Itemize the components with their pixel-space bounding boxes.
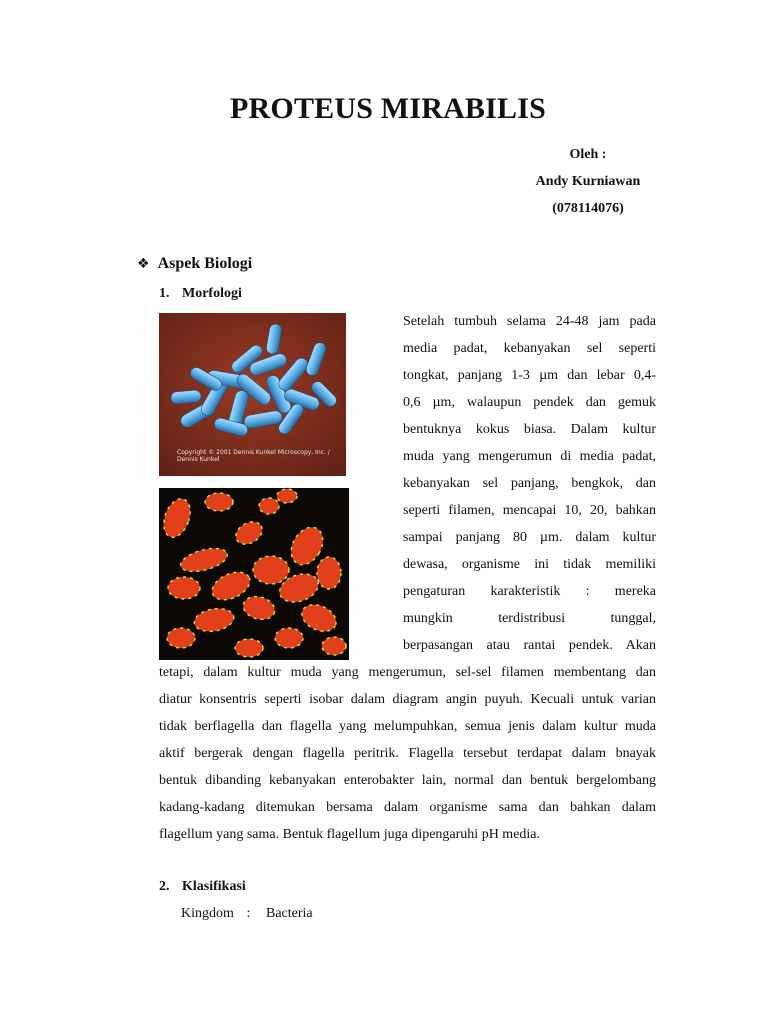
sem-bacteria-image: [159, 313, 346, 476]
text-line: bentuknya kokus biasa. Dalam kultur: [403, 422, 656, 437]
morfologi-side-text: [403, 308, 656, 659]
text-line: mungkin terdistribusi tunggal,: [403, 611, 656, 626]
classification-value: Bacteria: [266, 906, 313, 921]
author-id: (078114076): [552, 201, 624, 216]
classification-key: Kingdom: [181, 906, 234, 921]
text-line: flagellum yang sama. Bentuk flagellum juga dipengaruhi pH media.: [159, 827, 541, 842]
document-title: PROTEUS MIRABILIS: [230, 92, 546, 125]
diamond-bullet-icon: ❖: [137, 256, 150, 272]
text-line: dewasa, organisme ini tidak memiliki: [403, 557, 656, 572]
text-line: tongkat, panjang 1-3 µm dan lebar 0,4-: [403, 368, 656, 383]
subsection-title: Klasifikasi: [182, 879, 246, 894]
image-copyright: Copyright © 2001 Dennis Kunkel Microscopy, Inc. / Dennis Kunkel: [177, 449, 330, 463]
text-line: Setelah tumbuh selama 24-48 jam pada: [403, 314, 656, 329]
text-line: berpasangan atau rantai pendek. Akan: [403, 638, 656, 653]
text-line: kebanyakan sel panjang, bengkok, dan: [403, 476, 656, 491]
author-label: Oleh :: [569, 147, 607, 162]
subsection-number: 1.: [159, 286, 170, 301]
section-title: Aspek Biologi: [157, 255, 253, 272]
text-line: tidak berflagella dan flagella yang melumpuhkan, semua jenis dalam kultur muda: [159, 719, 656, 734]
fluorescence-cells-image: [159, 488, 349, 660]
fluorescence-illustration: [159, 488, 349, 660]
text-line: media padat, kebanyakan sel seperti: [403, 341, 656, 356]
text-line: pengaturan karakteristik : mereka: [403, 584, 656, 599]
text-line: tetapi, dalam kultur muda yang mengerumun, sel-sel filamen membentang dan: [159, 665, 656, 680]
classification-separator: :: [246, 906, 251, 921]
text-line: aktif bergerak dengan flagella peritrik. Flagella tersebut terdapat dalam bnayak: [159, 746, 656, 761]
author-name: Andy Kurniawan: [535, 174, 641, 189]
subsection-number: 2.: [159, 879, 170, 894]
text-line: 0,6 µm, walaupun pendek dan gemuk: [403, 395, 656, 410]
subsection-klasifikasi: [159, 879, 246, 895]
subsection-morfologi: [159, 286, 242, 302]
section-heading: [137, 255, 252, 273]
text-line: sampai panjang 80 µm. dalam kultur: [403, 530, 656, 545]
text-line: kadang-kadang ditemukan bersama dalam organisme sama dan bahkan dalam: [159, 800, 656, 815]
text-line: muda yang mengerumun di media padat,: [403, 449, 656, 464]
text-line: seperti filamen, mencapai 10, 20, bahkan: [403, 503, 656, 518]
morfologi-full-text: [159, 659, 656, 848]
subsection-title: Morfologi: [182, 286, 242, 301]
text-line: bentuk dibanding kebanyakan enterobakter lain, normal dan bentuk bergelombang: [159, 773, 656, 788]
text-line: diatur konsentris seperti isobar dalam diagram angin puyuh. Kecuali untuk varian: [159, 692, 656, 707]
classification-row: [181, 906, 481, 922]
